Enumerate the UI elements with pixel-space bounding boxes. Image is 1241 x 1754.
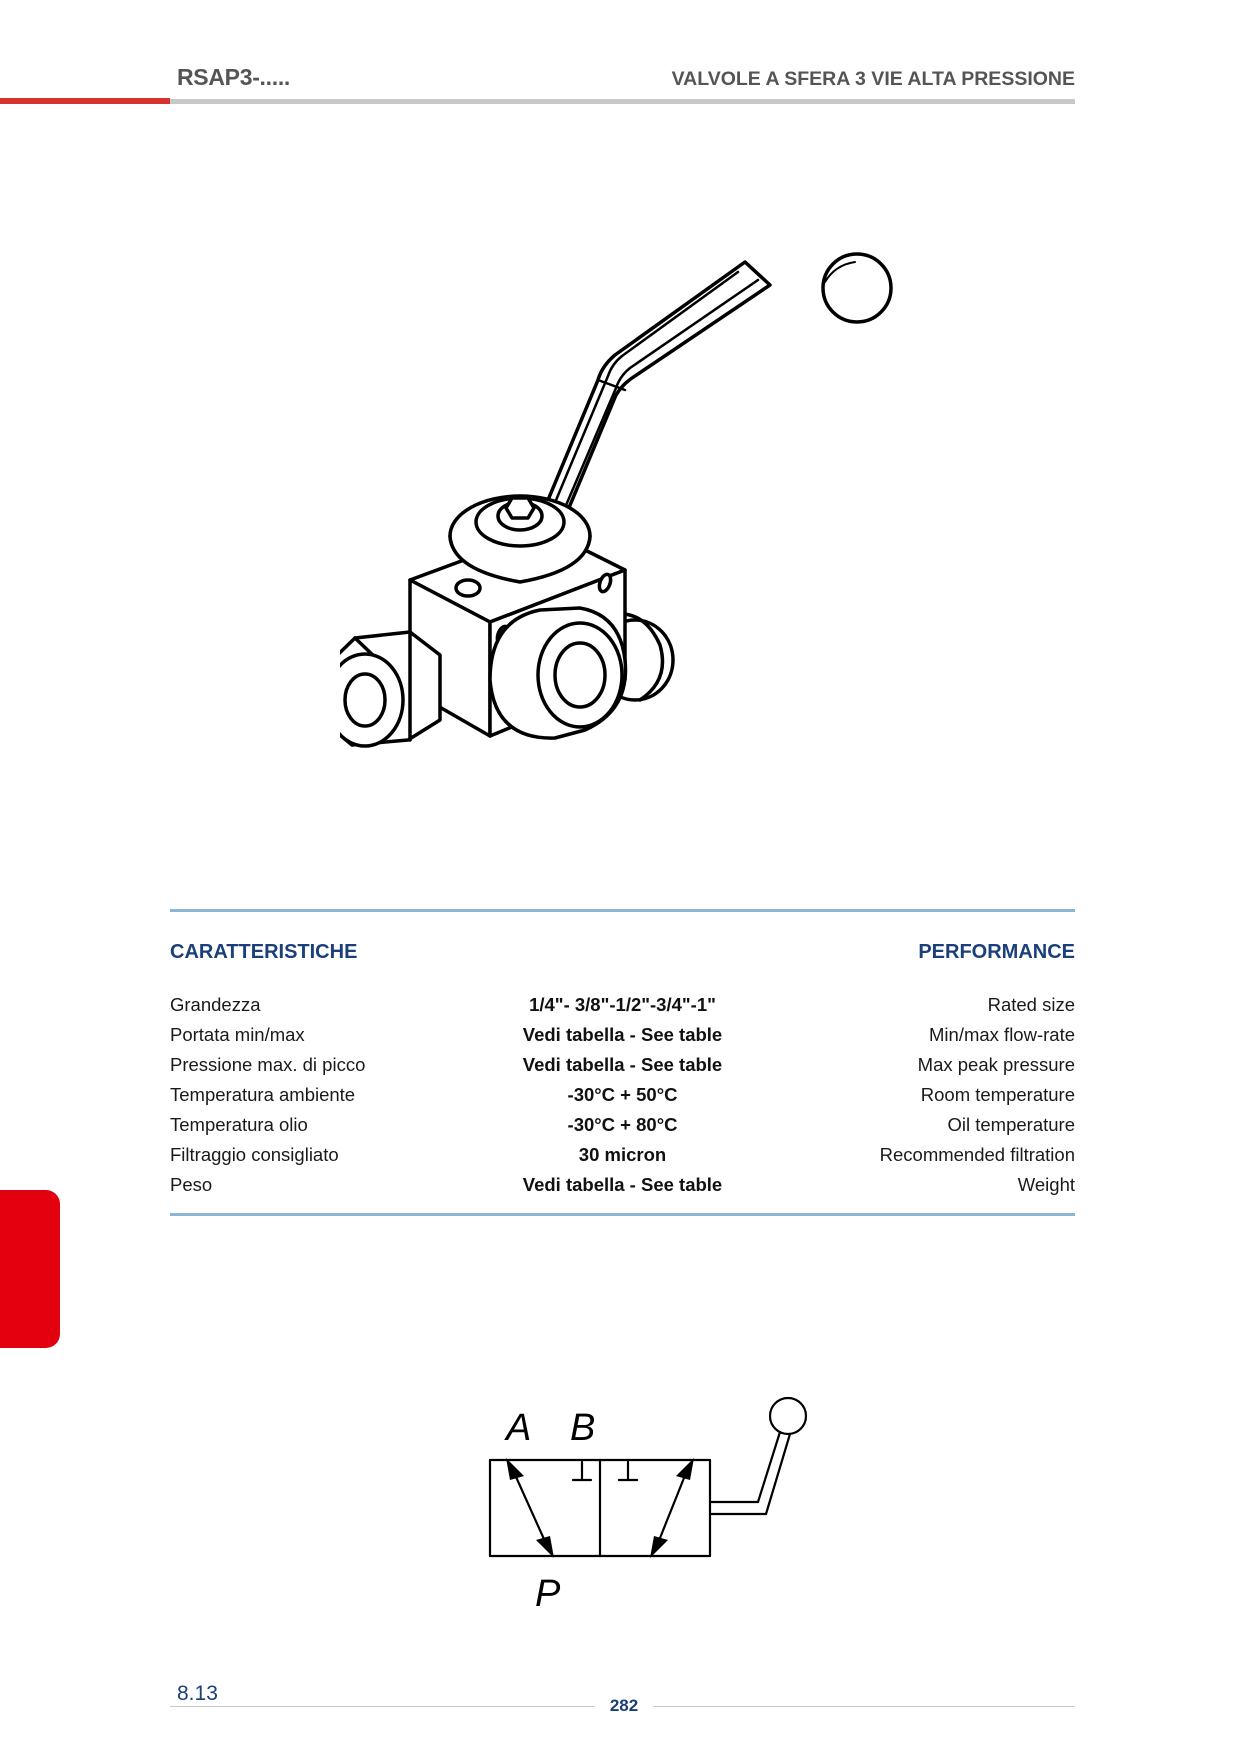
- header-rule: [170, 99, 1075, 104]
- spec-label-en: Min/max flow-rate: [929, 1024, 1075, 1045]
- spec-label-en: Room temperature: [920, 1084, 1075, 1105]
- spec-label-en: Rated size: [987, 994, 1075, 1015]
- header-accent-bar: [0, 98, 170, 104]
- spec-label-it: Temperatura olio: [170, 1114, 308, 1135]
- spec-row: [170, 1080, 1075, 1110]
- chapter-tab: [0, 1190, 60, 1348]
- spec-label-it: Filtraggio consigliato: [170, 1144, 339, 1165]
- section-heading-en: PERFORMANCE: [918, 941, 1075, 963]
- spec-row: [170, 1170, 1075, 1200]
- spec-label-en: Oil temperature: [947, 1114, 1075, 1135]
- footer-rule-left: [170, 1706, 595, 1707]
- section-rule-bottom: [170, 1213, 1075, 1216]
- product-code: RSAP3-.....: [177, 64, 291, 90]
- spec-row: [170, 1140, 1075, 1170]
- spec-label-it: Portata min/max: [170, 1024, 305, 1045]
- spec-row: [170, 1020, 1075, 1050]
- spec-label-it: Grandezza: [170, 994, 261, 1015]
- hydraulic-symbol: [470, 1380, 810, 1620]
- page-title: VALVOLE A SFERA 3 VIE ALTA PRESSIONE: [671, 68, 1075, 90]
- page-number: 282: [609, 1696, 639, 1715]
- section-heading-it: CARATTERISTICHE: [170, 941, 358, 963]
- spec-value: -30°C + 80°C: [567, 1114, 678, 1135]
- section-number: 8.13: [177, 1682, 218, 1705]
- spec-row: [170, 1110, 1075, 1140]
- spec-label-it: Pressione max. di picco: [170, 1054, 366, 1075]
- port-a-label: A: [506, 1407, 532, 1449]
- port-b-label: B: [570, 1407, 596, 1449]
- spec-value: Vedi tabella - See table: [522, 1174, 723, 1195]
- spec-label-en: Weight: [1017, 1174, 1075, 1195]
- footer-rule-right: [653, 1706, 1075, 1707]
- spec-value: 30 micron: [578, 1144, 667, 1165]
- section-rule-top: [170, 909, 1075, 912]
- spec-label-it: Temperatura ambiente: [170, 1084, 356, 1105]
- ball-valve-illustration: [340, 240, 920, 840]
- spec-value: Vedi tabella - See table: [522, 1054, 723, 1075]
- spec-value: -30°C + 50°C: [567, 1084, 678, 1105]
- spec-row: [170, 990, 1075, 1020]
- specs-table: [170, 990, 1075, 1200]
- spec-label-it: Peso: [170, 1174, 213, 1195]
- spec-label-en: Max peak pressure: [917, 1054, 1075, 1075]
- spec-value: Vedi tabella - See table: [522, 1024, 723, 1045]
- spec-row: [170, 1050, 1075, 1080]
- spec-label-en: Recommended filtration: [879, 1144, 1075, 1165]
- spec-value: 1/4"- 3/8"-1/2"-3/4"-1": [529, 994, 716, 1015]
- port-p-label: P: [535, 1573, 561, 1615]
